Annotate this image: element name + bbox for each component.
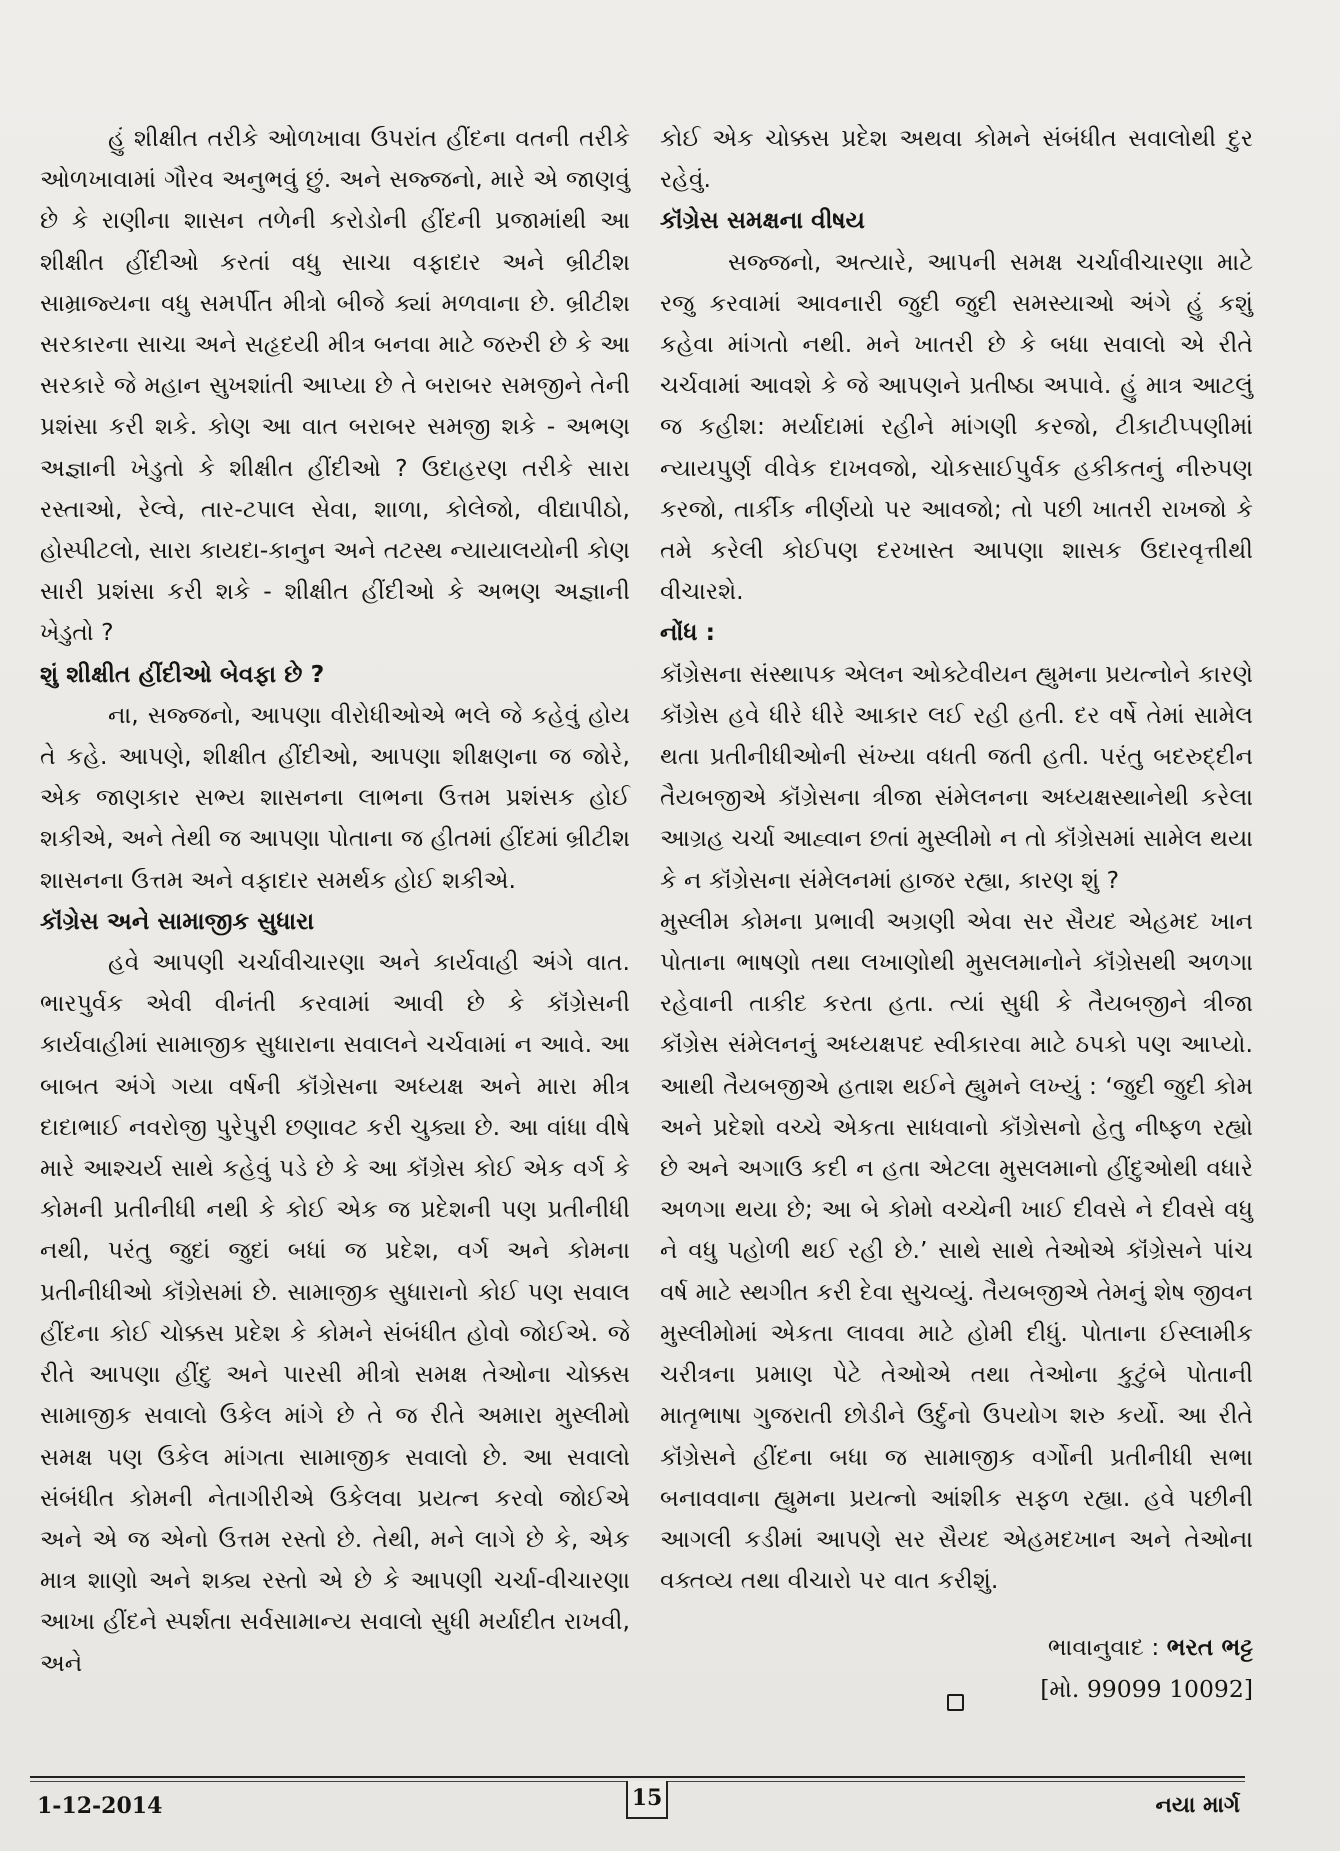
heading-note: નોંધ :: [660, 618, 716, 647]
page-number: 15: [626, 1781, 668, 1819]
footer-rule: [30, 1776, 1245, 1778]
magazine-name: નયા માર્ગ: [1155, 1793, 1240, 1818]
heading-congress-social-reform: કૉંગ્રેસ અને સામાજીક સુધારા: [40, 906, 315, 935]
translator-credit: [660, 1627, 1253, 1668]
paragraph-educated-indians: ના, સજ્જનો, આપણા વીરોધીઓએ ભલે જે કહેવું હોય તે કહે. આપણે, શીક્ષીત હીંદીઓ, આપણા શીક્ષણના જ જોરે, એક જાણકાર સભ્ય શાસનના લાભના ઉત્તમ પ્રશંસક હોઈ શકીએ, અને તેથી જ આપણા પોતાના જ હીતમાં હીંદમાં બ્રીટીશ શાસનના ઉત્તમ અને વફાદાર સમર્થક હોઈ શકીએ.: [40, 700, 630, 894]
paragraph-congress-topics: સજ્જનો, અત્યારે, આપની સમક્ષ ચર્ચાવીચારણા માટે રજુ કરવામાં આવનારી જુદી જુદી સમસ્યાઓ અંગે હું કશું કહેવા માંગતો નથી. મને ખાતરી છે કે બધા સવાલો એ રીતે ચર્ચવામાં આવશે કે જે આપણને પ્રતીષ્ઠા અપાવે. હું માત્ર આટલું જ કહીશ: મર્યાદામાં રહીને માંગણી કરજો, ટીકાટીપ્પણીમાં ન્યાયપુર્ણ વીવેક દાખવજો, ચોકસાઈપુર્વક હકીકતનું નીરુપણ કરજો, તાર્કીક નીર્ણયો પર આવજો; તો પછી ખાતરી રાખજો કે તમે કરેલી કોઈપણ દરખાસ્ત આપણા શાસક ઉદારવૃત્તીથી વીચારશે.: [660, 247, 1253, 606]
paragraph-note-1: કૉંગ્રેસના સંસ્થાપક એલન ઓક્ટેવીયન હ્યુમના પ્રયત્નોને કારણે કૉંગ્રેસ હવે ધીરે ધીરે આકાર લઈ રહી હતી. દર વર્ષે તેમાં સામેલ થતા પ્રતીનીધીઓની સંખ્યા વધતી જતી હતી. પરંતુ બદરુદ્દીન તૈયબજીએ કૉંગ્રેસના ત્રીજા સંમેલનના અધ્યક્ષસ્થાનેથી કરેલા આગ્રહ ચર્ચા આહ્વાન છતાં મુસ્લીમો ન તો કૉંગ્રેસમાં સામેલ થયા કે ન કૉંગ્રેસના સંમેલનમાં હાજર રહ્યા, કારણ શું ?: [660, 659, 1253, 894]
paragraph-intro: હું શીક્ષીત તરીકે ઓળખાવા ઉપરાંત હીંદના વતની તરીકે ઓળખાવામાં ગૌરવ અનુભવું છું. અને સજ્જનો, મારે એ જાણવું છે કે રાણીના શાસન તળેની કરોડોની હીંદની પ્રજામાંથી આ શીક્ષીત હીંદીઓ કરતાં વધુ સાચા વફાદાર અને બ્રીટીશ સામ્રાજ્યના વધુ સમર્પીત મીત્રો બીજે ક્યાં મળવાના છે. બ્રીટીશ સરકારના સાચા અને સહૃદયી મીત્ર બનવા માટે જરુરી છે કે આ સરકારે જે મહાન સુખશાંતી આપ્યા છે તે બરાબર સમજીને તેની પ્રશંસા કરી શકે. કોણ આ વાત બરાબર સમજી શકે - અભણ અજ્ઞાની ખેડુતો કે શીક્ષીત હીંદીઓ ? ઉદાહરણ તરીકે સારા રસ્તાઓ, રેલ્વે, તાર-ટપાલ સેવા, શાળા, કોલેજો, વીદ્યાપીઠો, હોસ્પીટલો, સારા કાયદા-કાનુન અને તટસ્થ ન્યાયાલયોની કોણ સારી પ્રશંસા કરી શકે - શીક્ષીત હીંદીઓ કે અભણ અજ્ઞાની ખેડુતો ?: [40, 124, 630, 647]
left-column: [40, 118, 630, 1684]
paragraph-social-reform: હવે આપણી ચર્ચાવીચારણા અને કાર્યવાહી અંગે વાત. ભારપુર્વક એવી વીનંતી કરવામાં આવી છે કે કૉંગ્રેસની કાર્યવાહીમાં સામાજીક સુધારાના સવાલને ચર્ચવામાં ન આવે. આ બાબત અંગે ગયા વર્ષની કૉંગ્રેસના અધ્યક્ષ અને મારા મીત્ર દાદાભાઈ નવરોજી પુરેપુરી છણાવટ કરી ચુક્યા છે. આ વાંધા વીષે મારે આશ્ચર્ય સાથે કહેવું પડે છે કે આ કૉંગ્રેસ કોઈ એક વર્ગ કે કોમની પ્રતીનીધી નથી કે કોઈ એક જ પ્રદેશની પણ પ્રતીનીધી નથી, પરંતુ જુદાં જુદાં બધાં જ પ્રદેશ, વર્ગ અને કોમના પ્રતીનીધીઓ કૉંગ્રેસમાં છે. સામાજીક સુધારાનો કોઈ પણ સવાલ હીંદના કોઈ ચોક્કસ પ્રદેશ કે કોમને સંબંધીત હોવો જોઈએ. જે રીતે આપણા હીંદુ અને પારસી મીત્રો સમક્ષ તેઓના ચોક્કસ સામાજીક સવાલો ઉકેલ માંગે છે તે જ રીતે અમારા મુસ્લીમો સમક્ષ પણ ઉકેલ માંગતા સામાજીક સવાલો છે. આ સવાલો સંબંધીત કોમની નેતાગીરીએ ઉકેલવા પ્રયત્ન કરવો જોઈએ અને એ જ એનો ઉત્તમ રસ્તો છે. તેથી, મને લાગે છે કે, એક માત્ર શાણો અને શક્ય રસ્તો એ છે કે આપણી ચર્ચા-વીચારણા આખા હીંદને સ્પર્શતા સર્વસામાન્ય સવાલો સુધી મર્યાદીત રાખવી, અને: [40, 948, 630, 1677]
paragraph-continued: કોઈ એક ચોક્કસ પ્રદેશ અથવા કોમને સંબંધીત સવાલોથી દુર રહેવું.: [660, 124, 1253, 194]
heading-educated-indians: શું શીક્ષીત હીંદીઓ બેવફા છે ?: [40, 659, 325, 688]
paragraph-note-2: મુસ્લીમ કોમના પ્રભાવી અગ્રણી એવા સર સૈયદ એહમદ ખાન પોતાના ભાષણો તથા લખાણોથી મુસલમાનોને કૉંગ્રેસથી અળગા રહેવાની તાકીદ કરતા હતા. ત્યાં સુધી કે તૈયબજીને ત્રીજા કૉંગ્રેસ સંમેલનનું અધ્યક્ષપદ સ્વીકારવા માટે ઠપકો પણ આપ્યો. આથી તૈયબજીએ હતાશ થઈને હ્યુમને લખ્યું : ‘જુદી જુદી કોમ અને પ્રદેશો વચ્ચે એકતા સાધવાનો કૉંગ્રેસનો હેતુ નીષ્ફળ રહ્યો છે અને અગાઉ કદી ન હતા એટલા મુસલમાનો હીંદુઓથી વધારે અળગા થયા છે; આ બે કોમો વચ્ચેની ખાઈ દીવસે ને દીવસે વધુ ને વધુ પહોળી થઈ રહી છે.’ સાથે સાથે તેઓએ કૉંગ્રેસને પાંચ વર્ષ માટે સ્થગીત કરી દેવા સુચવ્યું. તૈયબજીએ તેમનું શેષ જીવન મુસ્લીમોમાં એકતા લાવવા માટે હોમી દીધું. પોતાના ઈસ્લામીક ચરીત્રના પ્રમાણ પેટે તેઓએ તથા તેઓના કુટુંબે પોતાની માતૃભાષા ગુજરાતી છોડીને ઉર્દુનો ઉપયોગ શરુ કર્યો. આ રીતે કૉંગ્રેસને હીંદના બધા જ સામાજીક વર્ગોની પ્રતીનીધી સભા બનાવવાના હ્યુમના પ્રયત્નો આંશીક સફળ રહ્યા. હવે પછીની આગલી કડીમાં આપણે સર સૈયદ એહમદખાન અને તેઓના વક્તવ્ય તથા વીચારો પર વાત કરીશું.: [660, 906, 1253, 1595]
footer-date: 1-12-2014: [37, 1793, 163, 1819]
heading-congress-topics: કૉંગ્રેસ સમક્ષના વીષય: [660, 206, 865, 235]
right-column: [660, 118, 1253, 1710]
translator-label: ભાવાનુવાદ :: [1047, 1633, 1160, 1662]
end-of-article-square-icon: [947, 1694, 964, 1711]
translator-phone: [મો. 99099 10092]: [1040, 1674, 1253, 1703]
translator-name: ભરત ભટ્ટ: [1166, 1633, 1253, 1662]
